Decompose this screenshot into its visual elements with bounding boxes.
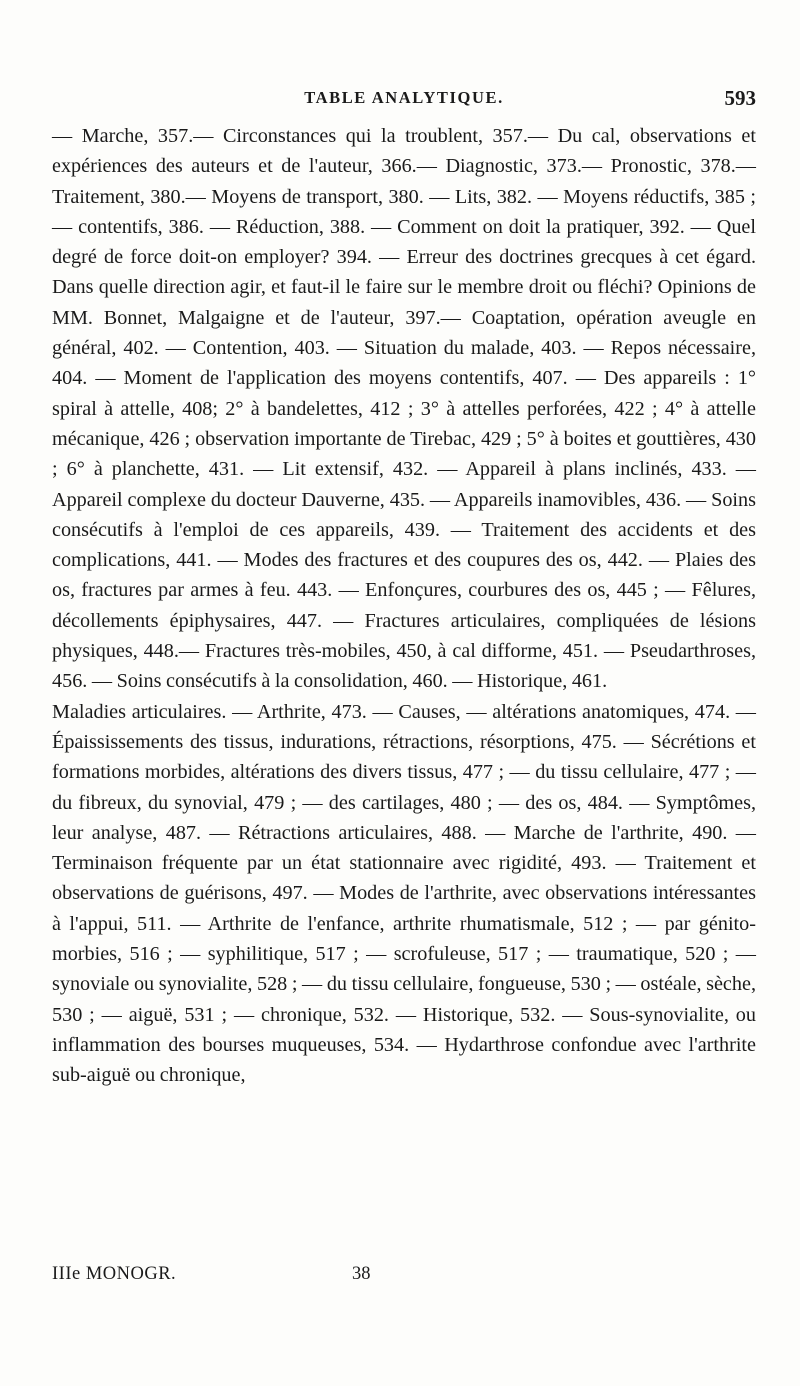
- page-number: 593: [724, 86, 756, 110]
- header-title: TABLE ANALYTIQUE.: [304, 88, 504, 107]
- index-paragraph: — Marche, 357.— Circonstances qui la troublent, 357.— Du cal, observations et expériences des auteurs et de l'auteur, 366.— Diagnostic, 373.— Pronostic, 378.— Traitement, 380.— Moyens de transport, 380. — Lits, 382. — Moyens réductifs, 385 ; — contentifs, 386. — Réduction, 388. — Comment on doit la pratiquer, 392. — Quel degré de force doit-on employer? 394. — Erreur des doctrines grecques à cet égard. Dans quelle direction agir, et faut-il le faire sur le membre droit ou fléchi? Opinions de MM. Bonnet, Malgaigne et de l'auteur, 397.— Coaptation, opération aveugle en général, 402. — Contention, 403. — Situation du malade, 403. — Repos nécessaire, 404. — Moment de l'application des moyens contentifs, 407. — Des appareils : 1° spiral à attelle, 408; 2° à bandelettes, 412 ; 3° à attelles perforées, 422 ; 4° à attelle mécanique, 426 ; observation importante de Tirebac, 429 ; 5° à boites et gouttières, 430 ; 6° à planchette, 431. — Lit extensif, 432. — Appareil à plans inclinés, 433. — Appareil complexe du docteur Dauverne, 435. — Appareils inamovibles, 436. — Soins consécutifs à l'emploi de ces appareils, 439. — Traitement des accidents et des complications, 441. — Modes des fractures et des coupures des os, 442. — Plaies des os, fractures par armes à feu. 443. — Enfonçures, courbures des os, 445 ; — Fêlures, décollements épiphysaires, 447. — Fractures articulaires, compliquées de lésions physiques, 448.— Fractures très-mobiles, 450, à cal difforme, 451. — Pseudarthroses, 456. — Soins consécutifs à la consolidation, 460. — Historique, 461.: [52, 125, 756, 693]
- signature-mark: IIIe MONOGR.: [52, 1264, 177, 1284]
- index-body: [52, 121, 756, 1091]
- signature-number: 38: [352, 1264, 371, 1284]
- index-paragraph: Maladies articulaires. — Arthrite, 473. — Causes, — altérations anatomiques, 474. — Épaississements des tissus, indurations, rétractions, résorptions, 475. — Sécrétions et formations morbides, altérations des divers tissus, 477 ; — du tissu cellulaire, 477 ; — du fibreux, du synovial, 479 ; — des cartilages, 480 ; — des os, 484. — Symptômes, leur analyse, 487. — Rétractions articulaires, 488. — Marche de l'arthrite, 490. — Terminaison fréquente par un état stationnaire avec rigidité, 493. — Traitement et observations de guérisons, 497. — Modes de l'arthrite, avec observations intéressantes à l'appui, 511. — Arthrite de l'enfance, arthrite rhumatismale, 512 ; — par génito-morbies, 516 ; — syphilitique, 517 ; — scrofuleuse, 517 ; — traumatique, 520 ; — synoviale ou synovialite, 528 ; — du tissu cellulaire, fongueuse, 530 ; — ostéale, sèche, 530 ; — aiguë, 531 ; — chronique, 532. — Historique, 532. — Sous-synovialite, ou inflammation des bourses muqueuses, 534. — Hydarthrose confondue avec l'arthrite sub-aiguë ou chronique,: [52, 700, 756, 1087]
- running-header: [52, 88, 756, 118]
- page-footer: [52, 1264, 756, 1292]
